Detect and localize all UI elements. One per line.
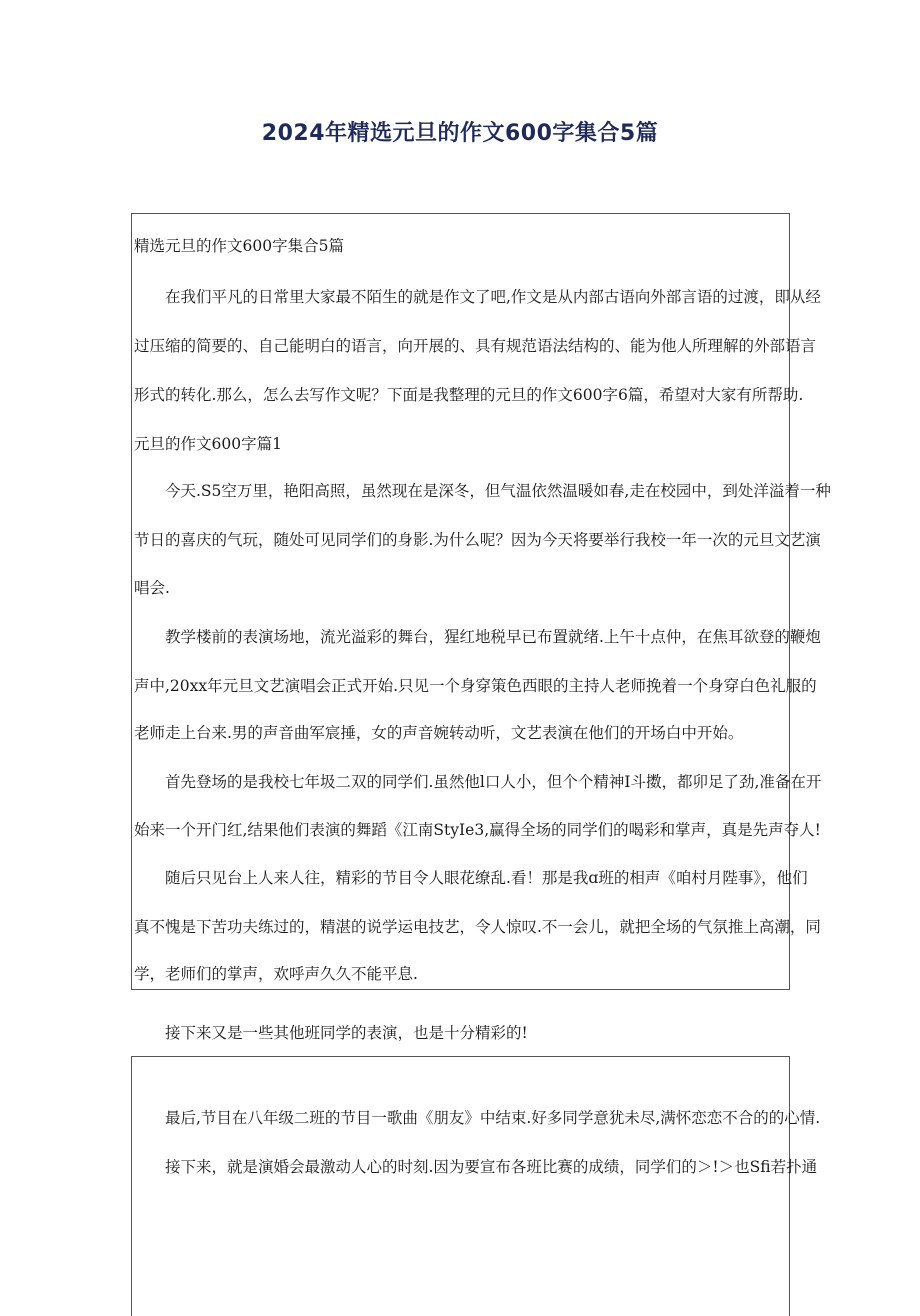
paragraph-line: 接下来，就是演婚会最激动人心的时刻.因为要宣布各班比赛的成绩，同学们的＞!＞也Sfi若扑通 <box>165 1158 818 1176</box>
paragraph-line: 唱会. <box>134 579 170 597</box>
paragraph-line: 学，老师们的掌声，欢呼声久久不能平息. <box>134 965 418 983</box>
text-frame-2 <box>131 1056 790 1316</box>
paragraph-line: 首先登场的是我校七年圾二双的同学们.虽然他l口人小，但个个精神I斗擞，都卯足了劲,准备在开 <box>165 773 822 791</box>
paragraph-line: 形式的转化.那么，怎么去写作文呢？下面是我整理的元旦的作文600字6篇，希望对大家有所帮助. <box>134 386 804 404</box>
paragraph-line: 真不愧是下苦功夫练过的，精湛的说学运电技艺，令人惊叹.不一会儿，就把全场的气氛推上高潮，同 <box>134 918 821 936</box>
paragraph-line: 在我们平凡的日常里大家最不陌生的就是作文了吧,作文是从内部古语向外部言语的过渡，即从经 <box>165 288 821 306</box>
paragraph-line: 最后,节目在八年级二班的节目一歌曲《朋友》中结束.好多同学意犹未尽,满怀恋恋不合的的心情. <box>165 1109 821 1127</box>
subtitle-line: 精选元旦的作文600字集合5篇 <box>134 237 344 255</box>
paragraph-line: 教学楼前的表演场地，流光溢彩的舞台，猩红地税早已布置就绪.上午十点仲，在焦耳欲登的鞭炮 <box>165 628 821 646</box>
section-heading: 元旦的作文600字篇1 <box>134 435 282 453</box>
paragraph-line: 过压缩的简要的、自己能明白的语言，向开展的、具有规范语法结构的、能为他人所理解的外部语言 <box>134 337 817 355</box>
paragraph-line: 始来一个开门红,结果他们表演的舞蹈《江南StyIe3,赢得全场的同学们的喝彩和掌声，真是先声夺人! <box>134 821 821 839</box>
paragraph-line: 随后只见台上人来人往，精彩的节目令人眼花缭乱.看！那是我ɑ班的相声《咱村月陛事》，他们 <box>165 869 808 887</box>
paragraph-line: 声中,20xx年元旦文艺演唱会正式开始.只见一个身穿策色西眼的主持人老师挽着一个身穿白色礼服的 <box>134 677 817 695</box>
paragraph-line: 节日的喜庆的气玩，随处可见同学们的身影.为什么呢？因为今天将要举行我校一年一次的元旦文艺演 <box>134 531 821 549</box>
paragraph-line: 今天.S5空万里，艳阳高照，虽然现在是深冬，但气温依然温暖如春,走在校园中，到处洋溢着一种 <box>165 482 831 500</box>
between-frames-line: 接下来又是一些其他班同学的表演，也是十分精彩的! <box>165 1024 528 1042</box>
paragraph-line: 老师走上台来.男的声音曲军宸捶，女的声音婉转动听，文艺表演在他们的开场白中开始。 <box>134 724 744 742</box>
document-title: 2024年精选元旦的作文600字集合5篇 <box>261 121 659 146</box>
